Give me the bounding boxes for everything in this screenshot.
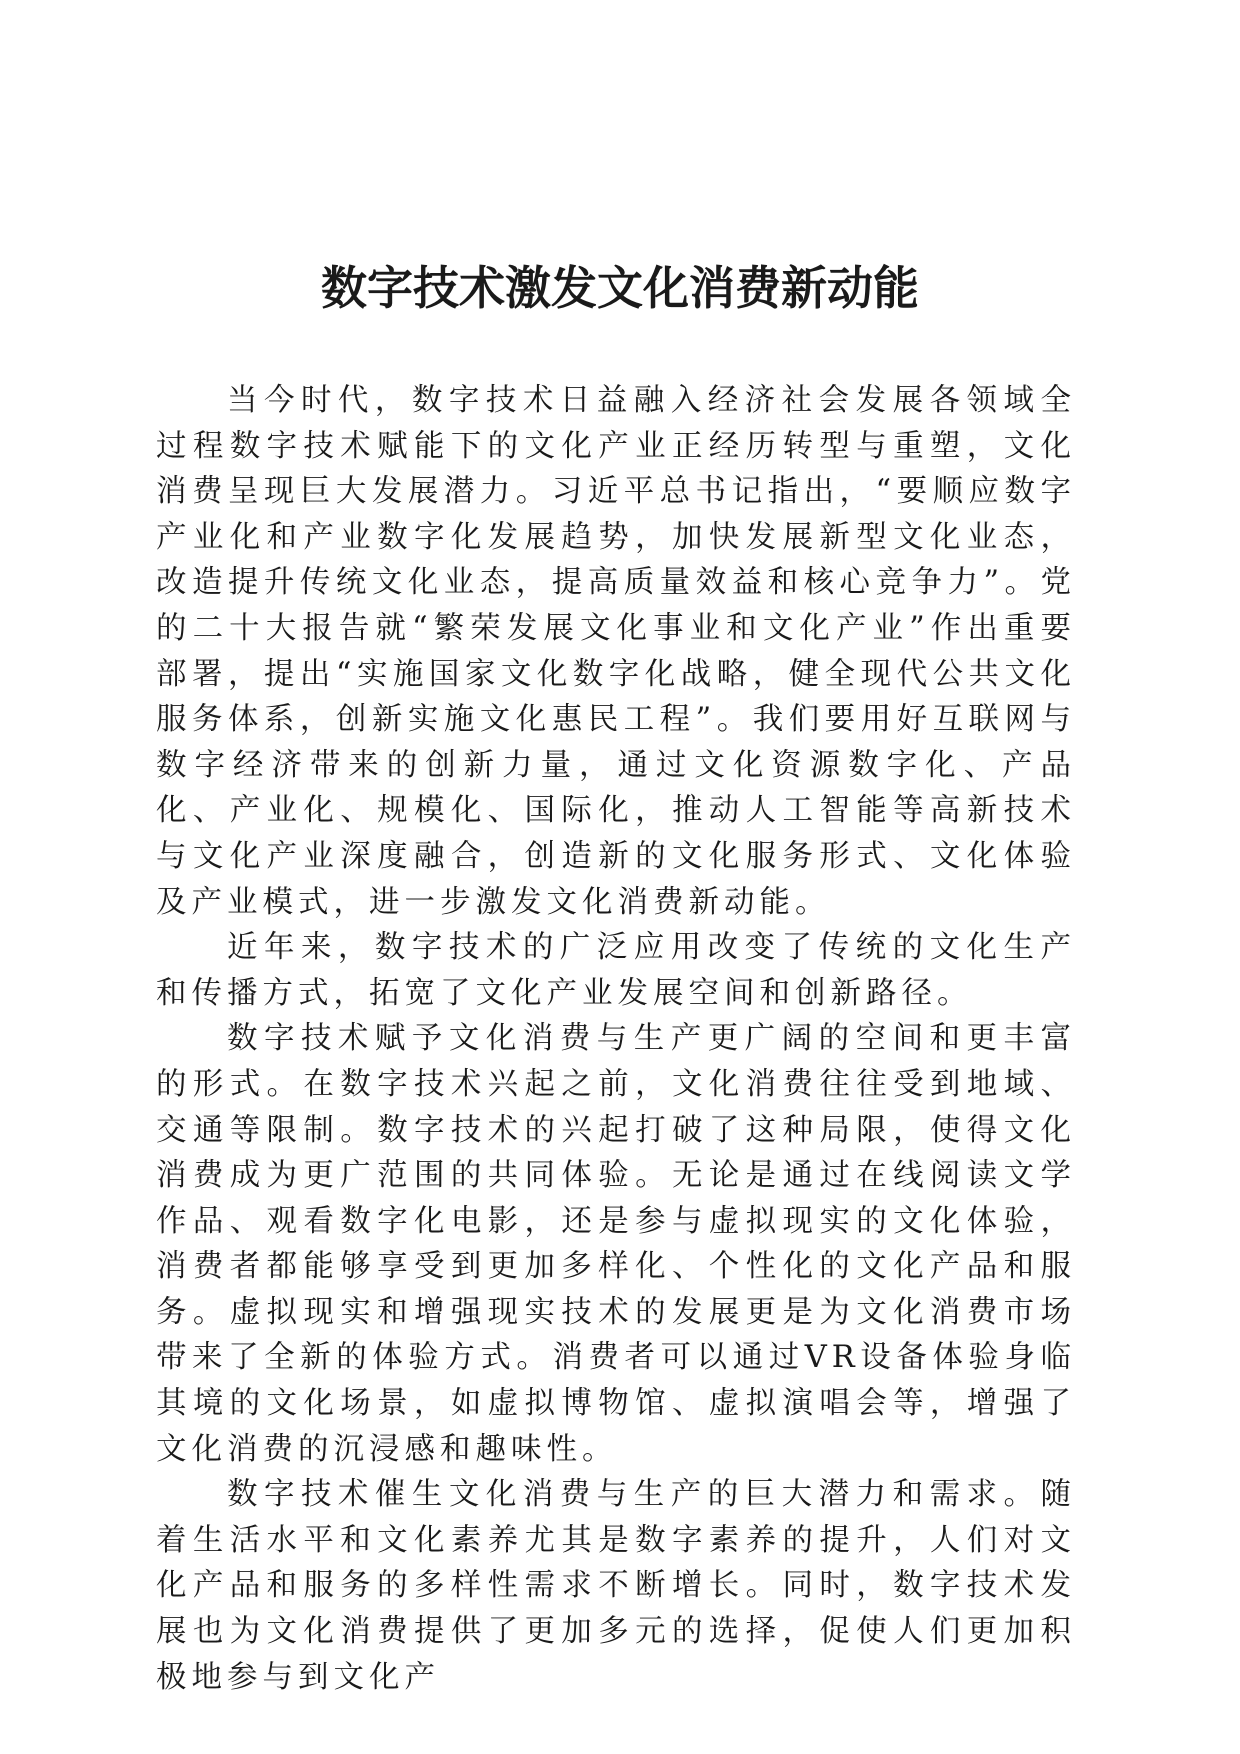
paragraph: 数字技术赋予文化消费与生产更广阔的空间和更丰富的形式。在数字技术兴起之前，文化消费往往受到地域、交通等限制。数字技术的兴起打破了这种局限，使得文化消费成为更广范围的共同体验。无论是通过在线阅读文学作品、观看数字化电影，还是参与虚拟现实的文化体验，消费者都能够享受到更加多样化、个性化的文化产品和服务。虚拟现实和增强现实技术的发展更是为文化消费市场带来了全新的体验方式。消费者可以通过VR设备体验身临其境的文化场景，如虚拟博物馆、虚拟演唱会等，增强了文化消费的沉浸感和趣味性。: [156, 1021, 1076, 1467]
document-body: [156, 378, 1076, 1700]
document-title: 数字技术激发文化消费新动能: [321, 261, 919, 315]
paragraph: 当今时代，数字技术日益融入经济社会发展各领域全过程数字技术赋能下的文化产业正经历转型与重塑，文化消费呈现巨大发展潜力。习近平总书记指出，“要顺应数字产业化和产业数字化发展趋势，加快发展新型文化业态，改造提升传统文化业态，提高质量效益和核心竞争力”。党的二十大报告就“繁荣发展文化事业和文化产业”作出重要部署，提出“实施国家文化数字化战略，健全现代公共文化服务体系，创新实施文化惠民工程”。我们要用好互联网与数字经济带来的创新力量，通过文化资源数字化、产品化、产业化、规模化、国际化，推动人工智能等高新技术与文化产业深度融合，创造新的文化服务形式、文化体验及产业模式，进一步激发文化消费新动能。: [156, 383, 1076, 920]
paragraph: 近年来，数字技术的广泛应用改变了传统的文化生产和传播方式，拓宽了文化产业发展空间和创新路径。: [156, 930, 1076, 1011]
paragraph: 数字技术催生文化消费与生产的巨大潜力和需求。随着生活水平和文化素养尤其是数字素养的提升，人们对文化产品和服务的多样性需求不断增长。同时，数字技术发展也为文化消费提供了更加多元的选择，促使人们更加积极地参与到文化产: [156, 1477, 1076, 1695]
